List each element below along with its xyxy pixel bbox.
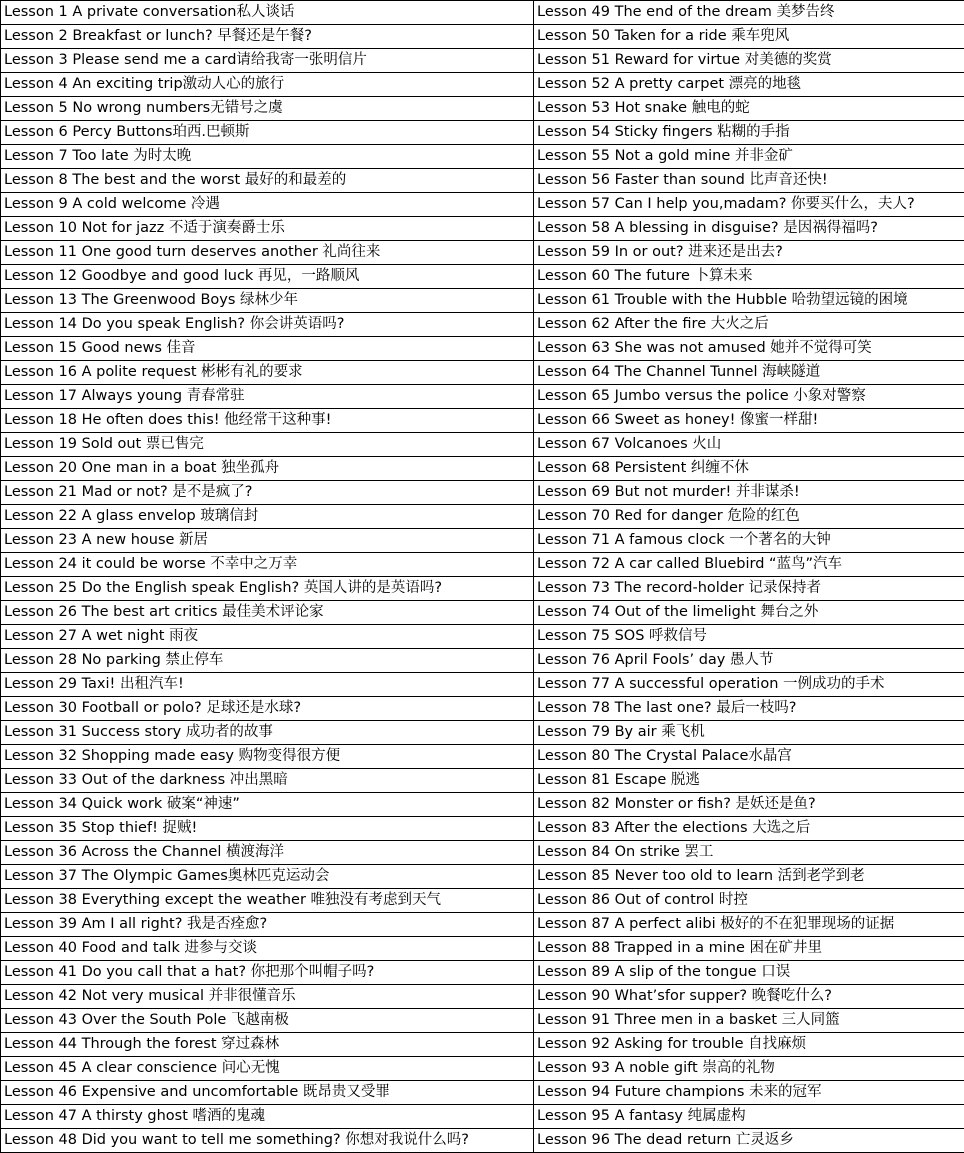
lesson-cell-left: Lesson 1 A private conversation私人谈话 — [1, 1, 534, 25]
table-row — [1, 913, 964, 937]
table-row — [1, 1033, 964, 1057]
table-row — [1, 697, 964, 721]
lesson-cell-left: Lesson 38 Everything except the weather 唯独没有考虑到天气 — [1, 889, 534, 913]
lesson-cell-right: Lesson 58 A blessing in disguise? 是因祸得福吗? — [534, 217, 964, 241]
lesson-cell-left: Lesson 9 A cold welcome 冷遇 — [1, 193, 534, 217]
lesson-cell-right: Lesson 81 Escape 脱逃 — [534, 769, 964, 793]
lesson-cell-right: Lesson 59 In or out? 进来还是出去? — [534, 241, 964, 265]
table-row — [1, 457, 964, 481]
lesson-cell-right: Lesson 53 Hot snake 触电的蛇 — [534, 97, 964, 121]
table-row — [1, 937, 964, 961]
lesson-cell-left: Lesson 30 Football or polo? 足球还是水球? — [1, 697, 534, 721]
table-row — [1, 265, 964, 289]
table-row — [1, 73, 964, 97]
lesson-cell-left: Lesson 31 Success story 成功者的故事 — [1, 721, 534, 745]
table-row — [1, 1081, 964, 1105]
table-row — [1, 745, 964, 769]
table-row — [1, 1105, 964, 1129]
lesson-cell-right: Lesson 55 Not a gold mine 并非金矿 — [534, 145, 964, 169]
lesson-cell-left: Lesson 27 A wet night 雨夜 — [1, 625, 534, 649]
table-row — [1, 241, 964, 265]
lesson-cell-right: Lesson 62 After the fire 大火之后 — [534, 313, 964, 337]
table-row — [1, 529, 964, 553]
lesson-cell-right: Lesson 79 By air 乘飞机 — [534, 721, 964, 745]
lesson-cell-left: Lesson 5 No wrong numbers无错号之虞 — [1, 97, 534, 121]
lesson-cell-left: Lesson 18 He often does this! 他经常干这种事! — [1, 409, 534, 433]
table-row — [1, 601, 964, 625]
lesson-cell-right: Lesson 71 A famous clock 一个著名的大钟 — [534, 529, 964, 553]
lesson-cell-right: Lesson 70 Red for danger 危险的红色 — [534, 505, 964, 529]
lesson-cell-right: Lesson 49 The end of the dream 美梦告终 — [534, 1, 964, 25]
lesson-cell-right: Lesson 78 The last one? 最后一枝吗? — [534, 697, 964, 721]
lesson-cell-right: Lesson 96 The dead return 亡灵返乡 — [534, 1129, 964, 1153]
table-row — [1, 193, 964, 217]
table-row — [1, 1, 964, 25]
table-row — [1, 97, 964, 121]
table-row — [1, 721, 964, 745]
table-row — [1, 25, 964, 49]
table-row — [1, 145, 964, 169]
table-row — [1, 409, 964, 433]
lesson-cell-right: Lesson 54 Sticky fingers 粘糊的手指 — [534, 121, 964, 145]
lesson-cell-left: Lesson 32 Shopping made easy 购物变得很方便 — [1, 745, 534, 769]
lesson-cell-left: Lesson 42 Not very musical 并非很懂音乐 — [1, 985, 534, 1009]
lesson-cell-left: Lesson 13 The Greenwood Boys 绿林少年 — [1, 289, 534, 313]
lesson-cell-left: Lesson 47 A thirsty ghost 嗜酒的鬼魂 — [1, 1105, 534, 1129]
table-row — [1, 121, 964, 145]
lesson-cell-right: Lesson 72 A car called Bluebird “蓝鸟”汽车 — [534, 553, 964, 577]
table-row — [1, 961, 964, 985]
lesson-cell-left: Lesson 46 Expensive and uncomfortable 既昂贵又受罪 — [1, 1081, 534, 1105]
lesson-cell-right: Lesson 84 On strike 罢工 — [534, 841, 964, 865]
lesson-cell-left: Lesson 10 Not for jazz 不适于演奏爵士乐 — [1, 217, 534, 241]
table-row — [1, 337, 964, 361]
lesson-cell-right: Lesson 52 A pretty carpet 漂亮的地毯 — [534, 73, 964, 97]
lesson-cell-right: Lesson 67 Volcanoes 火山 — [534, 433, 964, 457]
lesson-cell-right: Lesson 91 Three men in a basket 三人同篮 — [534, 1009, 964, 1033]
table-row — [1, 625, 964, 649]
table-row — [1, 217, 964, 241]
lesson-cell-right: Lesson 85 Never too old to learn 活到老学到老 — [534, 865, 964, 889]
lesson-cell-left: Lesson 45 A clear conscience 问心无愧 — [1, 1057, 534, 1081]
lesson-cell-left: Lesson 29 Taxi! 出租汽车! — [1, 673, 534, 697]
lesson-cell-right: Lesson 50 Taken for a ride 乘车兜风 — [534, 25, 964, 49]
lesson-cell-left: Lesson 12 Goodbye and good luck 再见，一路顺风 — [1, 265, 534, 289]
lesson-cell-left: Lesson 20 One man in a boat 独坐孤舟 — [1, 457, 534, 481]
lesson-cell-left: Lesson 19 Sold out 票已售完 — [1, 433, 534, 457]
lesson-cell-left: Lesson 35 Stop thief! 捉贼! — [1, 817, 534, 841]
table-row — [1, 169, 964, 193]
table-row — [1, 769, 964, 793]
table-row — [1, 865, 964, 889]
table-row — [1, 817, 964, 841]
lesson-cell-right: Lesson 68 Persistent 纠缠不休 — [534, 457, 964, 481]
table-row — [1, 889, 964, 913]
lesson-cell-left: Lesson 39 Am I all right? 我是否痊愈? — [1, 913, 534, 937]
lesson-cell-right: Lesson 93 A noble gift 崇高的礼物 — [534, 1057, 964, 1081]
table-row — [1, 841, 964, 865]
lesson-cell-right: Lesson 77 A successful operation 一例成功的手术 — [534, 673, 964, 697]
lesson-cell-left: Lesson 23 A new house 新居 — [1, 529, 534, 553]
lesson-cell-right: Lesson 89 A slip of the tongue 口误 — [534, 961, 964, 985]
table-row — [1, 1057, 964, 1081]
table-row — [1, 1009, 964, 1033]
lesson-cell-right: Lesson 56 Faster than sound 比声音还快! — [534, 169, 964, 193]
lesson-cell-right: Lesson 57 Can I help you,madam? 你要买什么，夫人? — [534, 193, 964, 217]
table-row — [1, 649, 964, 673]
lesson-cell-right: Lesson 64 The Channel Tunnel 海峡隧道 — [534, 361, 964, 385]
lesson-cell-right: Lesson 65 Jumbo versus the police 小象对警察 — [534, 385, 964, 409]
table-row — [1, 289, 964, 313]
lesson-cell-left: Lesson 8 The best and the worst 最好的和最差的 — [1, 169, 534, 193]
lesson-cell-right: Lesson 74 Out of the limelight 舞台之外 — [534, 601, 964, 625]
lesson-cell-right: Lesson 76 April Fools’ day 愚人节 — [534, 649, 964, 673]
lesson-cell-left: Lesson 21 Mad or not? 是不是疯了? — [1, 481, 534, 505]
lesson-cell-left: Lesson 44 Through the forest 穿过森林 — [1, 1033, 534, 1057]
lesson-cell-right: Lesson 92 Asking for trouble 自找麻烦 — [534, 1033, 964, 1057]
table-row — [1, 361, 964, 385]
table-row — [1, 433, 964, 457]
table-row — [1, 673, 964, 697]
lesson-cell-right: Lesson 95 A fantasy 纯属虚构 — [534, 1105, 964, 1129]
lesson-cell-left: Lesson 48 Did you want to tell me something? 你想对我说什么吗? — [1, 1129, 534, 1153]
table-row — [1, 385, 964, 409]
lesson-cell-left: Lesson 33 Out of the darkness 冲出黑暗 — [1, 769, 534, 793]
lesson-cell-right: Lesson 66 Sweet as honey! 像蜜一样甜! — [534, 409, 964, 433]
lesson-cell-left: Lesson 43 Over the South Pole 飞越南极 — [1, 1009, 534, 1033]
lesson-cell-left: Lesson 36 Across the Channel 横渡海洋 — [1, 841, 534, 865]
lesson-cell-right: Lesson 60 The future 卜算未来 — [534, 265, 964, 289]
lesson-cell-right: Lesson 86 Out of control 时控 — [534, 889, 964, 913]
lesson-cell-left: Lesson 25 Do the English speak English? 英国人讲的是英语吗? — [1, 577, 534, 601]
lesson-cell-left: Lesson 3 Please send me a card请给我寄一张明信片 — [1, 49, 534, 73]
lesson-cell-right: Lesson 87 A perfect alibi 极好的不在犯罪现场的证据 — [534, 913, 964, 937]
lesson-cell-left: Lesson 6 Percy Buttons珀西.巴顿斯 — [1, 121, 534, 145]
lesson-cell-left: Lesson 34 Quick work 破案“神速” — [1, 793, 534, 817]
lesson-cell-right: Lesson 90 What’sfor supper? 晚餐吃什么? — [534, 985, 964, 1009]
table-row — [1, 553, 964, 577]
lesson-cell-left: Lesson 37 The Olympic Games奥林匹克运动会 — [1, 865, 534, 889]
lesson-cell-right: Lesson 82 Monster or fish? 是妖还是鱼? — [534, 793, 964, 817]
lesson-cell-right: Lesson 51 Reward for virtue 对美德的奖赏 — [534, 49, 964, 73]
lesson-cell-right: Lesson 73 The record-holder 记录保持者 — [534, 577, 964, 601]
lesson-cell-left: Lesson 15 Good news 佳音 — [1, 337, 534, 361]
lesson-cell-right: Lesson 75 SOS 呼救信号 — [534, 625, 964, 649]
lesson-cell-left: Lesson 22 A glass envelop 玻璃信封 — [1, 505, 534, 529]
lesson-cell-left: Lesson 28 No parking 禁止停车 — [1, 649, 534, 673]
table-row — [1, 481, 964, 505]
lesson-cell-left: Lesson 40 Food and talk 进参与交谈 — [1, 937, 534, 961]
table-row — [1, 793, 964, 817]
lesson-cell-left: Lesson 11 One good turn deserves another 礼尚往来 — [1, 241, 534, 265]
lesson-cell-left: Lesson 41 Do you call that a hat? 你把那个叫帽子吗? — [1, 961, 534, 985]
lesson-cell-left: Lesson 7 Too late 为时太晚 — [1, 145, 534, 169]
lesson-cell-right: Lesson 94 Future champions 未来的冠军 — [534, 1081, 964, 1105]
lesson-cell-right: Lesson 69 But not murder! 并非谋杀! — [534, 481, 964, 505]
lesson-cell-left: Lesson 17 Always young 青春常驻 — [1, 385, 534, 409]
table-row — [1, 49, 964, 73]
table-row — [1, 985, 964, 1009]
table-row — [1, 313, 964, 337]
lesson-cell-left: Lesson 16 A polite request 彬彬有礼的要求 — [1, 361, 534, 385]
table-row — [1, 505, 964, 529]
lesson-cell-left: Lesson 4 An exciting trip激动人心的旅行 — [1, 73, 534, 97]
lesson-table-body — [1, 1, 964, 1153]
lesson-cell-right: Lesson 88 Trapped in a mine 困在矿井里 — [534, 937, 964, 961]
lesson-cell-left: Lesson 24 it could be worse 不幸中之万幸 — [1, 553, 534, 577]
lesson-cell-right: Lesson 83 After the elections 大选之后 — [534, 817, 964, 841]
lesson-cell-left: Lesson 14 Do you speak English? 你会讲英语吗? — [1, 313, 534, 337]
lesson-cell-right: Lesson 80 The Crystal Palace水晶宫 — [534, 745, 964, 769]
lesson-cell-right: Lesson 61 Trouble with the Hubble 哈勃望远镜的困境 — [534, 289, 964, 313]
lesson-cell-left: Lesson 2 Breakfast or lunch? 早餐还是午餐? — [1, 25, 534, 49]
table-row — [1, 577, 964, 601]
lesson-cell-right: Lesson 63 She was not amused 她并不觉得可笑 — [534, 337, 964, 361]
table-row — [1, 1129, 964, 1153]
lesson-cell-left: Lesson 26 The best art critics 最佳美术评论家 — [1, 601, 534, 625]
